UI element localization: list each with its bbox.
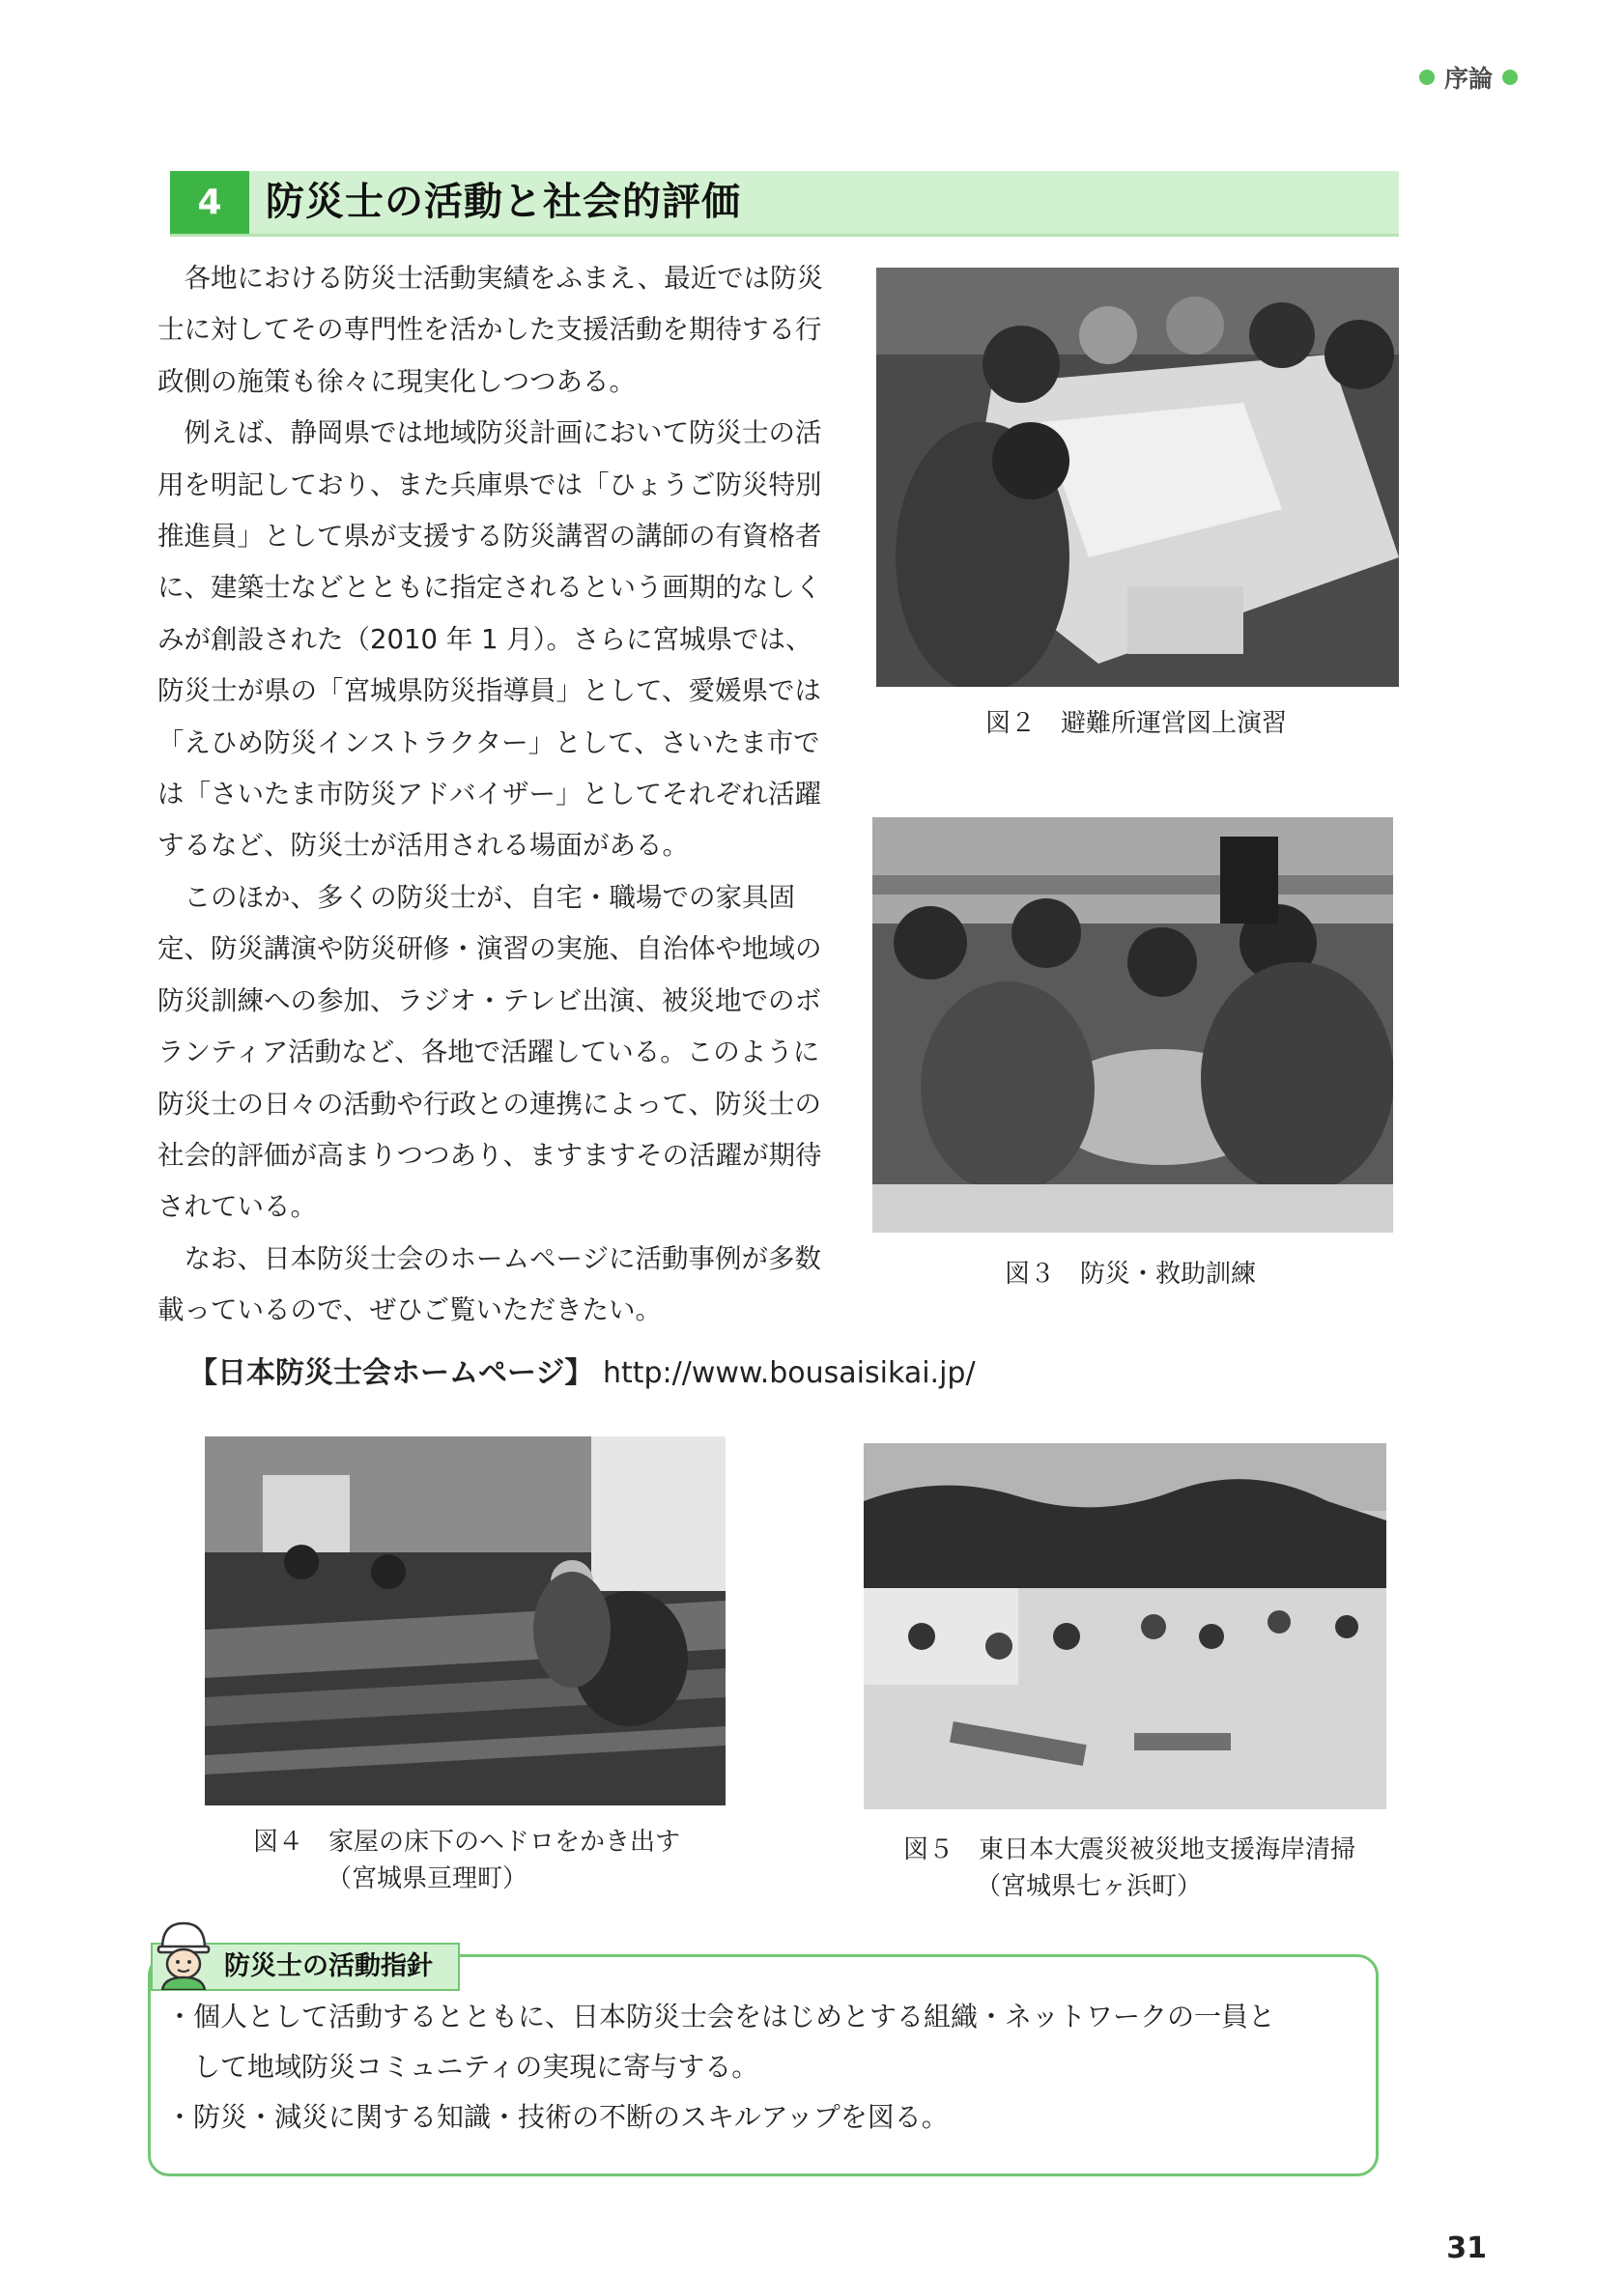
figure-3-caption: 図３ 防災・救助訓練 [1005, 1260, 1257, 1289]
running-title: 序論 [1443, 65, 1493, 93]
guideline-item-line: 防災・減災に関する知識・技術の不断のスキルアップを図る。 [193, 2101, 949, 2133]
figure-4-photo [205, 1436, 726, 1805]
photo-illustration [205, 1436, 726, 1805]
guideline-item [166, 1992, 1354, 2092]
figure-5-photo [864, 1443, 1386, 1809]
homepage-line [188, 1349, 976, 1391]
bullet-dot-icon [1502, 70, 1518, 85]
guideline-list [166, 1992, 1354, 2143]
photo-illustration [864, 1443, 1386, 1809]
paragraph: なお、日本防災士会のホームページに活動事例が多数載っているので、ぜひご覧いただきたい。 [157, 1242, 821, 1326]
figure-5-caption-line2: （宮城県七ヶ浜町） [976, 1872, 1203, 1901]
running-header [1419, 60, 1518, 95]
bullet-dot-icon [1419, 70, 1435, 85]
guideline-title: 防災士の活動指針 [224, 1951, 433, 1981]
homepage-label: 【日本防災士会ホームページ】 [188, 1356, 594, 1390]
page-number: 31 [1446, 2231, 1487, 2265]
paragraph: このほか、多くの防災士が、自宅・職場での家具固定、防災講演や防災研修・演習の実施、自治体や地域の防災訓練への参加、ラジオ・テレビ出演、被災地でのボランティア活動など、各地で活躍している。このように防災士の日々の活動や行政との連携によって、防災士の社会的評価が高まりつつあり、ますますその活躍が期待されている。 [157, 881, 822, 1223]
figure-4-caption-line2: （宮城県亘理町） [327, 1864, 528, 1893]
figure-2-photo [876, 268, 1399, 687]
guideline-item-line: 個人として活動するとともに、日本防災士会をはじめとする組織・ネットワークの一員と [193, 2001, 1276, 2032]
guideline-item [166, 2092, 1354, 2143]
worker-helmet-icon [155, 1918, 213, 1990]
section-title: 防災士の活動と社会的評価 [266, 180, 741, 224]
photo-illustration [876, 268, 1399, 687]
figure-4-caption-line1: 図４ 家屋の床下のヘドロをかき出す [253, 1828, 681, 1857]
guideline-item-line: して地域防災コミュニティの実現に寄与する。 [193, 2051, 759, 2083]
homepage-link[interactable]: http://www.bousaisikai.jp/ [602, 1356, 976, 1390]
figure-3-photo [872, 817, 1393, 1233]
bullet: ・ [166, 2101, 194, 2133]
paragraph: 例えば、静岡県では地域防災計画において防災士の活用を明記しており、また兵庫県では「ひょうご防災特別推進員」として県が支援する防災講習の講師の有資格者に、建築士などとともに指定されるという画期的なしくみが創設された（2010 年 1 月）。さらに宮城県では、防災士が県の「宮城県防災指導員」として、愛媛県では「えひめ防災インストラクター」として、さいたま市では「さいたま市防災アドバイザー」としてそれぞれ活躍するなど、防災士が活用される場面がある。 [157, 417, 822, 862]
paragraph: 各地における防災士活動実績をふまえ、最近では防災士に対してその専門性を活かした支援活動を期待する行政側の施策も徐々に現実化しつつある。 [157, 263, 824, 397]
photo-illustration [872, 817, 1393, 1233]
body-text [157, 253, 824, 1337]
figure-5-caption-line1: 図５ 東日本大震災被災地支援海岸清掃 [903, 1835, 1356, 1864]
figure-2-caption: 図２ 避難所運営図上演習 [985, 709, 1288, 738]
section-number: 4 [170, 171, 249, 234]
bullet: ・ [166, 2001, 194, 2032]
